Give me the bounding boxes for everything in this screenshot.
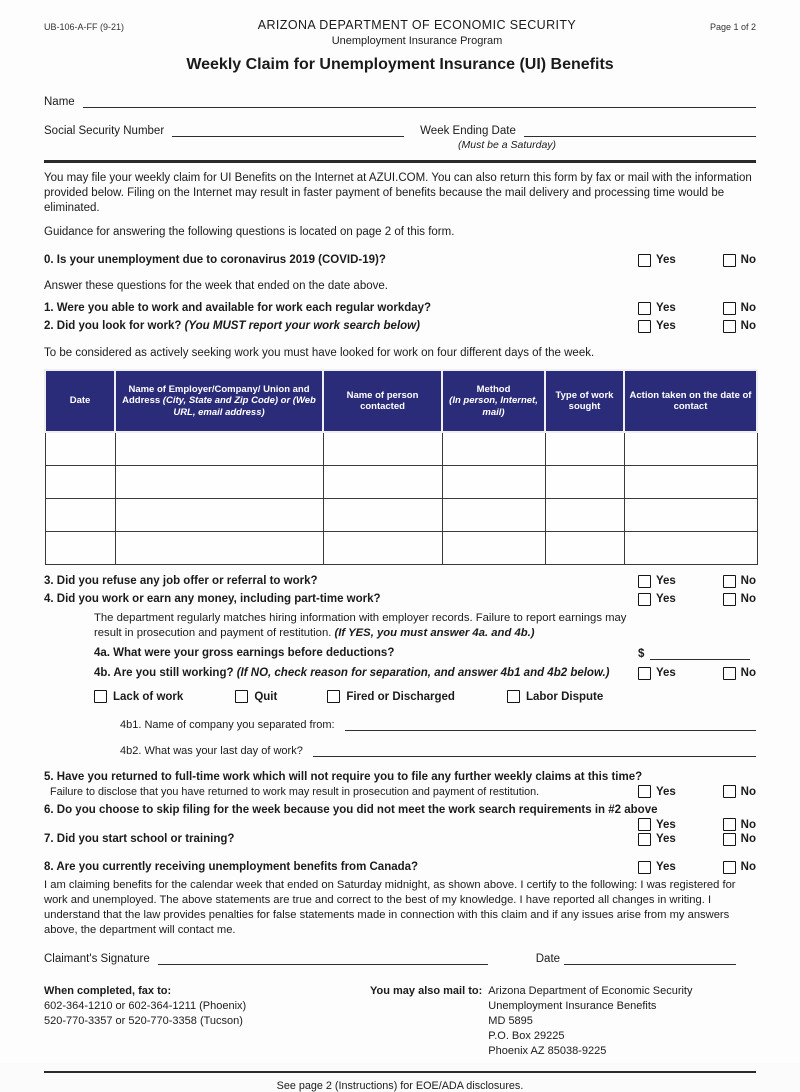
yes-no-group xyxy=(638,575,756,588)
yes-checkbox[interactable] xyxy=(638,593,651,606)
table-cell[interactable] xyxy=(624,432,757,466)
table-cell[interactable] xyxy=(323,432,442,466)
lack-of-work-checkbox[interactable] xyxy=(94,690,107,703)
col-header-employer: Name of Employer/Company/ Union and Address (City, State and Zip Code) or (Web URL, email address) xyxy=(115,370,323,432)
no-checkbox[interactable] xyxy=(723,254,736,267)
question-4a: 4a. What were your gross earnings before deductions? xyxy=(94,647,395,659)
question-6-answer-row xyxy=(44,818,756,831)
separation-options-row xyxy=(94,690,756,703)
yes-no-group xyxy=(638,833,756,846)
no-label: No xyxy=(740,254,756,266)
fax-phoenix-numbers: 602-364-1210 or 602-364-1211 (Phoenix) xyxy=(44,1000,247,1012)
question-4b2: 4b2. What was your last day of work? xyxy=(120,745,303,757)
table-row xyxy=(45,532,757,565)
no-checkbox[interactable] xyxy=(723,833,736,846)
yes-label: Yes xyxy=(656,861,676,873)
question-7-row xyxy=(44,831,756,847)
signature-row xyxy=(44,951,756,965)
agency-name: ARIZONA DEPARTMENT OF ECONOMIC SECURITY xyxy=(257,18,577,32)
name-label: Name xyxy=(44,96,75,108)
mail-address-line: Unemployment Insurance Benefits xyxy=(488,1000,657,1012)
yes-no-group xyxy=(638,302,756,315)
table-header-row xyxy=(45,370,757,432)
table-cell[interactable] xyxy=(115,532,323,565)
ssn-label: Social Security Number xyxy=(44,125,165,137)
question-4b2-row xyxy=(120,743,756,757)
mail-address-line: Arizona Department of Economic Security xyxy=(488,985,693,997)
table-cell[interactable] xyxy=(442,432,545,466)
question-2-row xyxy=(44,318,756,334)
yes-label: Yes xyxy=(656,320,676,332)
no-checkbox[interactable] xyxy=(723,320,736,333)
no-checkbox[interactable] xyxy=(723,861,736,874)
yes-checkbox[interactable] xyxy=(638,302,651,315)
table-cell[interactable] xyxy=(323,499,442,532)
yes-label: Yes xyxy=(656,833,676,845)
name-field[interactable] xyxy=(83,94,756,108)
question-4-row xyxy=(44,591,756,607)
question-4a-row xyxy=(94,645,756,661)
col-header-action: Action taken on the date of contact xyxy=(624,370,757,432)
no-label: No xyxy=(740,861,756,873)
question-4: 4. Did you work or earn any money, including part-time work? xyxy=(44,593,381,605)
question-4b-italic: (If NO, check reason for separation, and answer 4b1 and 4b2 below.) xyxy=(236,667,610,679)
last-day-field[interactable] xyxy=(313,743,756,757)
table-cell[interactable] xyxy=(45,532,115,565)
no-label: No xyxy=(740,833,756,845)
table-cell[interactable] xyxy=(115,499,323,532)
no-label: No xyxy=(740,302,756,314)
question-1: 1. Were you able to work and available for work each regular workday? xyxy=(44,302,432,314)
ssn-row xyxy=(44,123,756,137)
page-indicator: Page 1 of 2 xyxy=(709,22,756,32)
question-0: 0. Is your unemployment due to coronavirus 2019 (COVID-19)? xyxy=(44,254,386,266)
work-search-table xyxy=(44,369,758,565)
yes-checkbox[interactable] xyxy=(638,833,651,846)
yes-label: Yes xyxy=(656,667,676,679)
form-number: UB-106-A-FF (9-21) xyxy=(44,22,125,32)
table-cell[interactable] xyxy=(624,466,757,499)
yes-checkbox[interactable] xyxy=(638,861,651,874)
yes-no-group xyxy=(638,667,756,680)
question-3: 3. Did you refuse any job offer or referral to work? xyxy=(44,575,318,587)
no-checkbox[interactable] xyxy=(723,785,736,798)
fired-checkbox[interactable] xyxy=(327,690,340,703)
date-label: Date xyxy=(535,953,561,965)
yes-checkbox[interactable] xyxy=(638,320,651,333)
table-cell[interactable] xyxy=(624,499,757,532)
mail-heading: You may also mail to: xyxy=(370,985,483,997)
signature-label: Claimant's Signature xyxy=(44,953,150,965)
option-labor-dispute[interactable]: Labor Dispute xyxy=(507,690,603,703)
col-header-work-type: Type of work sought xyxy=(545,370,624,432)
option-lack-of-work[interactable]: Lack of work xyxy=(94,690,183,703)
table-cell[interactable] xyxy=(45,432,115,466)
mail-address-line: MD 5895 xyxy=(488,1015,533,1027)
question-4b1-row xyxy=(120,717,756,731)
table-cell[interactable] xyxy=(442,499,545,532)
mail-address-line: P.O. Box 29225 xyxy=(488,1030,565,1042)
company-field[interactable] xyxy=(345,717,756,731)
yes-label: Yes xyxy=(656,593,676,605)
saturday-note: (Must be a Saturday) xyxy=(458,139,557,151)
name-row xyxy=(44,94,756,108)
table-cell[interactable] xyxy=(45,466,115,499)
question-0-row xyxy=(44,252,756,268)
table-cell[interactable] xyxy=(545,532,624,565)
question-4b: 4b. Are you still working? (If NO, check reason for separation, and answer 4b1 and 4b2 below.) xyxy=(94,667,610,679)
table-cell[interactable] xyxy=(545,499,624,532)
no-checkbox[interactable] xyxy=(723,667,736,680)
earnings-field[interactable] xyxy=(650,646,750,660)
yes-no-group xyxy=(638,785,756,798)
no-label: No xyxy=(740,667,756,679)
yes-checkbox[interactable] xyxy=(638,667,651,680)
table-row xyxy=(45,432,757,466)
table-cell[interactable] xyxy=(545,432,624,466)
no-label: No xyxy=(740,818,756,831)
divider xyxy=(44,160,756,163)
question-7: 7. Did you start school or training? xyxy=(44,833,235,845)
no-checkbox[interactable] xyxy=(723,593,736,606)
question-5-note: Failure to disclose that you have returned to work may result in prosecution and payment of restitution. xyxy=(50,785,540,798)
option-quit[interactable]: Quit xyxy=(235,690,277,703)
yes-label: Yes xyxy=(656,575,676,587)
yes-checkbox[interactable] xyxy=(638,575,651,588)
table-cell[interactable] xyxy=(323,532,442,565)
question-8-row xyxy=(44,859,756,875)
question-2-italic: (You MUST report your work search below) xyxy=(184,320,420,332)
dollar-sign: $ xyxy=(638,648,645,660)
signature-field[interactable] xyxy=(158,951,488,965)
table-cell[interactable] xyxy=(442,532,545,565)
question-2: 2. Did you look for work? (You MUST report your work search below) xyxy=(44,320,420,332)
agency-block xyxy=(124,18,710,47)
no-checkbox[interactable] xyxy=(723,302,736,315)
week-ending-field[interactable] xyxy=(524,123,756,137)
col-header-person: Name of person contacted xyxy=(323,370,442,432)
bottom-divider xyxy=(44,1071,756,1073)
fax-block xyxy=(44,984,370,1059)
yes-no-group xyxy=(638,861,756,874)
table-cell[interactable] xyxy=(545,466,624,499)
no-label: No xyxy=(740,575,756,587)
question-6: 6. Do you choose to skip filing for the week because you did not meet the work search requirements in #2 above xyxy=(44,804,658,816)
yes-no-group xyxy=(638,254,756,267)
question-5: 5. Have you returned to full-time work which will not require you to file any further weekly claims at this time? xyxy=(44,771,643,783)
yes-checkbox[interactable] xyxy=(638,818,651,831)
intro-paragraph: You may file your weekly claim for UI Benefits on the Internet at AZUI.COM. You can also return this form by fax or mail with the information provided below. Filing on the Internet may result in faster payment of benefits because the mail delivery and processing time would be eliminated. xyxy=(44,172,752,214)
week-ending-label: Week Ending Date xyxy=(420,125,516,137)
fax-heading: When completed, fax to: xyxy=(44,985,172,997)
contact-section xyxy=(44,984,756,1059)
form-header xyxy=(44,18,756,47)
yes-checkbox[interactable] xyxy=(638,785,651,798)
no-checkbox[interactable] xyxy=(723,575,736,588)
date-field[interactable] xyxy=(564,951,736,965)
table-cell[interactable] xyxy=(115,432,323,466)
ssn-field[interactable] xyxy=(172,123,404,137)
yes-no-group xyxy=(638,593,756,606)
table-cell[interactable] xyxy=(442,466,545,499)
no-label: No xyxy=(740,593,756,605)
col-header-date: Date xyxy=(45,370,115,432)
mail-address-line: Phoenix AZ 85038-9225 xyxy=(488,1045,607,1057)
footer-note: See page 2 (Instructions) for EOE/ADA disclosures. xyxy=(276,1080,524,1092)
mail-block xyxy=(370,984,692,1059)
table-cell[interactable] xyxy=(323,466,442,499)
question-3-row xyxy=(44,573,756,589)
labor-dispute-checkbox[interactable] xyxy=(507,690,520,703)
yes-no-group xyxy=(638,818,756,831)
form-title: Weekly Claim for Unemployment Insurance (UI) Benefits xyxy=(186,56,614,73)
table-row xyxy=(45,499,757,532)
program-name: Unemployment Insurance Program xyxy=(331,35,503,47)
table-cell[interactable] xyxy=(45,499,115,532)
yes-label: Yes xyxy=(656,254,676,266)
option-fired[interactable]: Fired or Discharged xyxy=(327,690,455,703)
table-cell[interactable] xyxy=(624,532,757,565)
quit-checkbox[interactable] xyxy=(235,690,248,703)
no-label: No xyxy=(740,785,756,798)
guidance-note: Guidance for answering the following questions is located on page 2 of this form. xyxy=(44,226,455,238)
question-1-row xyxy=(44,300,756,316)
seeking-note: To be considered as actively seeking work you must have looked for work on four different days of the week. xyxy=(44,347,595,359)
yes-no-group xyxy=(638,320,756,333)
table-cell[interactable] xyxy=(115,466,323,499)
yes-label: Yes xyxy=(656,785,676,798)
yes-label: Yes xyxy=(656,818,676,831)
certification-paragraph: I am claiming benefits for the calendar week that ended on Saturday midnight, as shown above. I certify to the following: I was registered for work and unemployed. The above statements are true and correct to the best of my knowledge. I have reported all changes in writing. I understand that the law provides penalties for false statements made in connection with this claim and if any issues arise from my answers above, the department will contact me. xyxy=(44,879,736,936)
no-label: No xyxy=(740,320,756,332)
question-8: 8. Are you currently receiving unemployment benefits from Canada? xyxy=(44,861,419,873)
fax-tucson-numbers: 520-770-3357 or 520-770-3358 (Tucson) xyxy=(44,1015,243,1027)
no-checkbox[interactable] xyxy=(723,818,736,831)
question-5-note-row xyxy=(44,785,756,798)
question-4b1: 4b1. Name of company you separated from: xyxy=(120,719,335,731)
mail-address xyxy=(488,984,692,1059)
table-row xyxy=(45,466,757,499)
yes-label: Yes xyxy=(656,302,676,314)
earnings-group xyxy=(638,646,756,660)
col-header-method: Method (In person, Internet, mail) xyxy=(442,370,545,432)
question-4b-row xyxy=(94,665,756,681)
answer-note: Answer these questions for the week that ended on the date above. xyxy=(44,280,388,292)
question-4-note: The department regularly matches hiring information with employer records. Failure to report earnings may result in prosecution and payment of restitution. (If YES, you must answer 4a. and 4b.) xyxy=(94,612,627,639)
yes-checkbox[interactable] xyxy=(638,254,651,267)
